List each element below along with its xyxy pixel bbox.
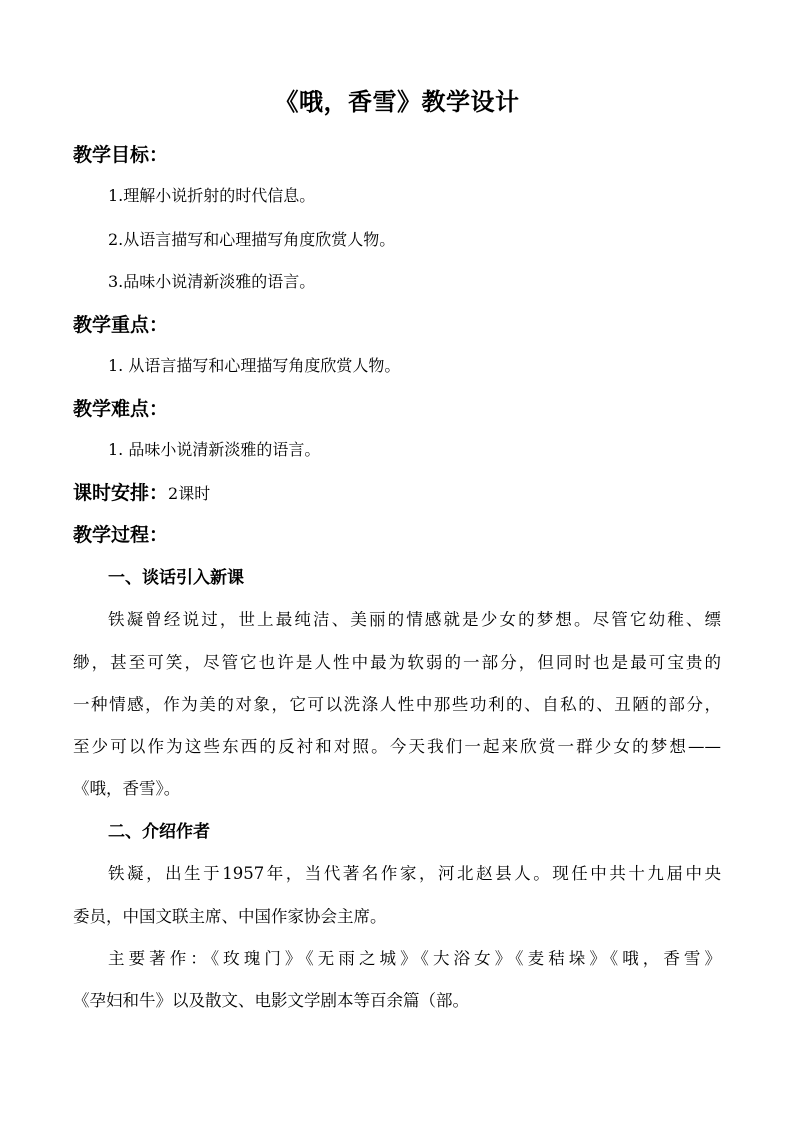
section1-line-5: 《哦，香雪》。 [73, 779, 181, 798]
key-point-item-1: 1. 从语言描写和心理描写角度欣赏人物。 [108, 356, 401, 375]
section2-para2-line-2: 《孕妇和牛》以及散文、电影文学剧本等百余篇（部。 [73, 991, 469, 1010]
difficulty-item-1: 1. 品味小说清新淡雅的语言。 [108, 440, 321, 459]
schedule-value: 2课时 [168, 484, 211, 503]
section2-title: 二、介绍作者 [108, 822, 210, 842]
section2-para1-line-1: 铁凝，出生于1957年，当代著名作家，河北赵县人。现任中共十九届中央 [108, 864, 721, 883]
section1-line-3: 一种情感，作为美的对象，它可以洗涤人性中那些功利的、自私的、丑陋的部分， [73, 695, 721, 714]
process-heading: 教学过程： [73, 524, 169, 546]
objective-item-3: 3.品味小说清新淡雅的语言。 [108, 272, 316, 291]
schedule-heading [73, 480, 210, 507]
section2-para1-line-2: 委员，中国文联主席、中国作家协会主席。 [73, 907, 387, 926]
section2-para2-line-1: 主要著作：《玫瑰门》《无雨之城》《大浴女》《麦秸垛》《哦，香雪》 [108, 949, 721, 968]
section1-line-2: 缈，甚至可笑，尽管它也许是人性中最为软弱的一部分，但同时也是最可宝贵的 [73, 653, 721, 672]
section1-line-4: 至少可以作为这些东西的反衬和对照。今天我们一起来欣赏一群少女的梦想—— [73, 737, 721, 756]
section1-title: 一、谈话引入新课 [108, 568, 244, 588]
objective-item-1: 1.理解小说折射的时代信息。 [108, 186, 316, 205]
section1-line-1: 铁凝曾经说过，世上最纯洁、美丽的情感就是少女的梦想。尽管它幼稚、缥 [108, 610, 721, 629]
difficulties-heading: 教学难点： [73, 398, 169, 420]
key-points-heading: 教学重点： [73, 314, 169, 336]
document-title: 《哦，香雪》教学设计 [274, 88, 520, 116]
objective-item-2: 2.从语言描写和心理描写角度欣赏人物。 [108, 230, 396, 249]
objectives-heading: 教学目标： [73, 144, 169, 166]
schedule-label: 课时安排： [73, 482, 169, 504]
